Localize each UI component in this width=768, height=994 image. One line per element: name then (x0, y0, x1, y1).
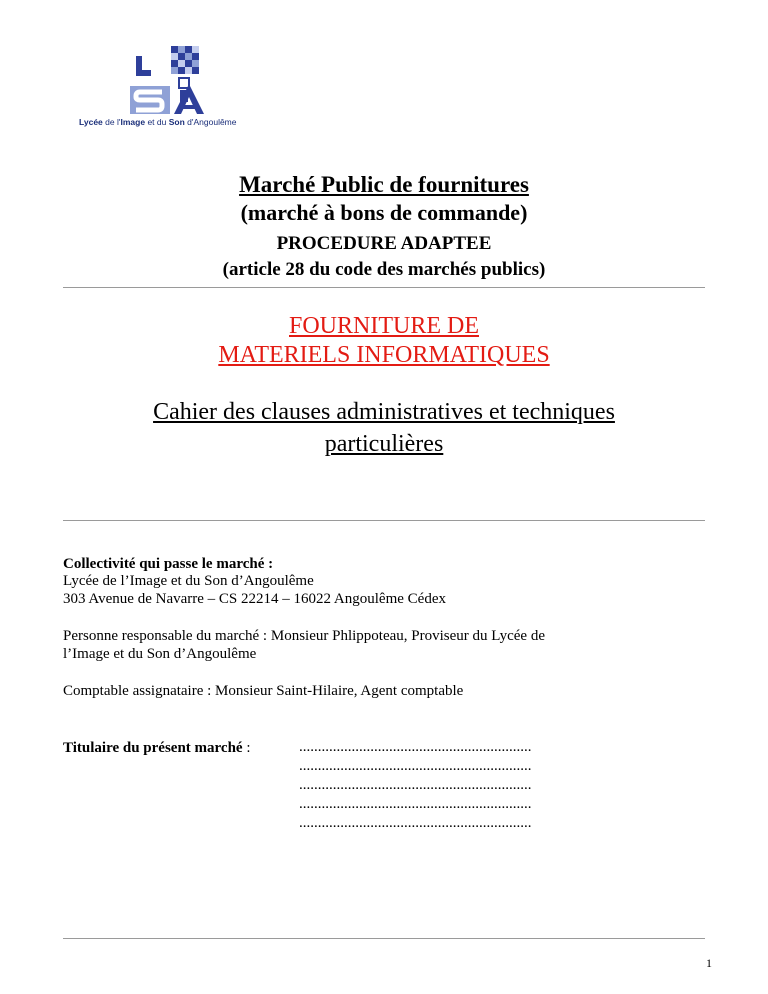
responsable-line-1: Personne responsable du marché : Monsieur Phlippoteau, Proviseur du Lycée de (63, 628, 545, 644)
titulaire-label: Titulaire du présent marché (63, 740, 243, 756)
logo-caption (79, 117, 237, 127)
divider-footer (63, 938, 705, 939)
doc-type-line-2: particulières (324, 431, 444, 457)
titulaire-dots-3: .............................................................. (299, 777, 532, 793)
logo-caption-part: Image (120, 117, 146, 127)
collectivite-name: Lycée de l’Image et du Son d’Angoulême (63, 573, 314, 589)
logo-caption-part: et du (145, 117, 169, 127)
logo-caption-part: Son (168, 117, 185, 127)
titulaire-separator: : (242, 740, 251, 756)
collectivite-address: 303 Avenue de Navarre – CS 22214 – 16022 Angoulême Cédex (63, 591, 446, 607)
collectivite-label: Collectivité qui passe le marché : (63, 556, 274, 572)
article-reference: (article 28 du code des marchés publics) (222, 259, 546, 280)
subject-line-2: MATERIELS INFORMATIQUES (218, 342, 550, 368)
page-number: 1 (706, 956, 712, 970)
market-subtitle: (marché à bons de commande) (240, 200, 528, 225)
procedure-title: PROCEDURE ADAPTEE (276, 233, 492, 254)
responsable-line-2: l’Image et du Son d’Angoulême (63, 646, 257, 662)
comptable-line: Comptable assignataire : Monsieur Saint-Hilaire, Agent comptable (63, 683, 464, 699)
subject-line-1: FOURNITURE DE (289, 313, 479, 339)
logo-letter-l (136, 56, 151, 76)
titulaire-dots-1: .............................................................. (299, 739, 532, 755)
logo-caption-part: d'Angoulême (184, 117, 237, 127)
titulaire-dots-5: .............................................................. (299, 815, 532, 831)
logo-caption-part: Lycée (79, 117, 103, 127)
titulaire-label-row (63, 740, 251, 757)
logo-mosaic (171, 46, 199, 74)
market-title: Marché Public de fournitures (239, 172, 529, 197)
titulaire-dots-4: .............................................................. (299, 796, 532, 812)
logo-letter-s (130, 86, 170, 114)
logo-caption-part: de l' (102, 117, 121, 127)
titulaire-dots-2: .............................................................. (299, 758, 532, 774)
doc-type-line-1: Cahier des clauses administratives et techniques (153, 399, 615, 425)
divider-middle (63, 520, 705, 521)
divider-top (63, 287, 705, 288)
